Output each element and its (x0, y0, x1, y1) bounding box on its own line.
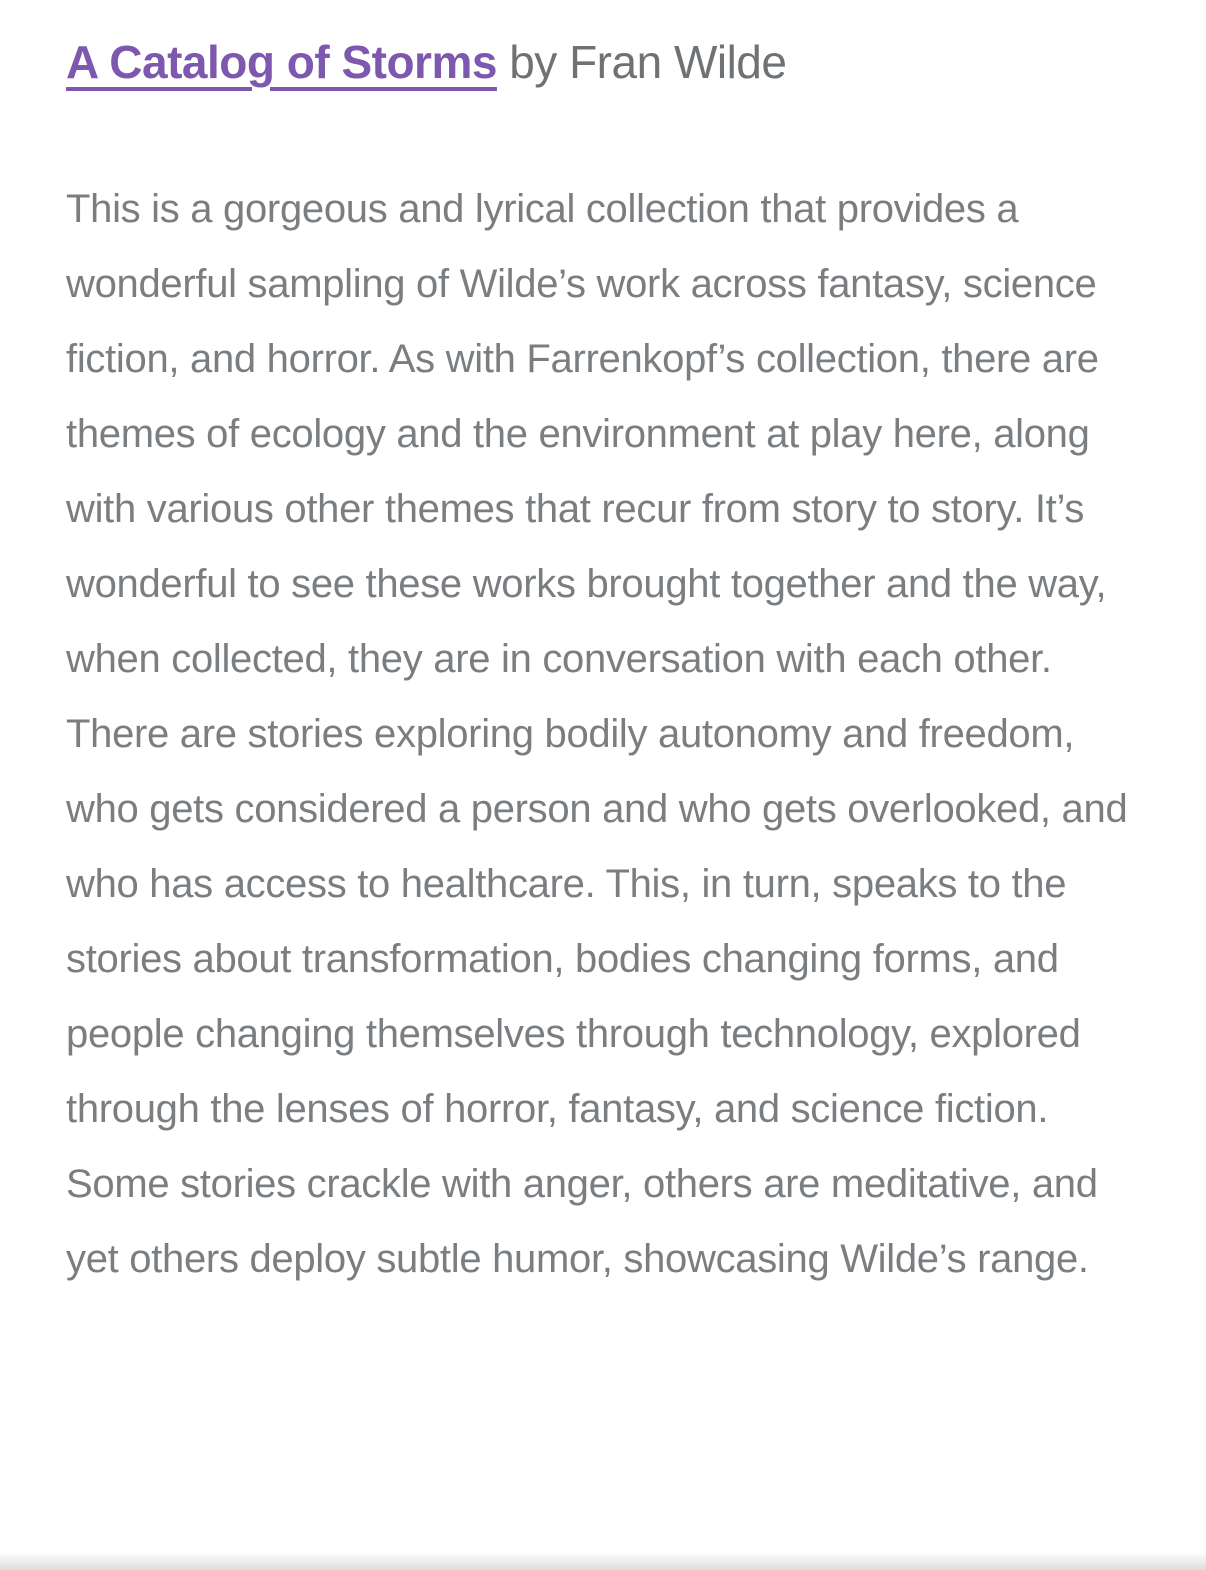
byline: by Fran Wilde (496, 36, 787, 88)
review-title (66, 34, 1142, 90)
book-title-link[interactable]: A Catalog of Storms (66, 36, 497, 88)
review-paragraph: This is a gorgeous and lyrical collection that provides a wonderful sampling of Wilde’s work across fantasy, science fiction, and horror. As with Farrenkopf’s collection, there are themes of ecology and the environment at play here, along with various other themes that recur from story to story. It’s wonderful to see these works brought together and the way, when collected, they are in conversation with each other. There are stories exploring bodily autonomy and freedom, who gets considered a person and who gets overlooked, and who has access to healthcare. This, in turn, speaks to the stories about transformation, bodies changing forms, and people changing themselves through technology, explored through the lenses of horror, fantasy, and science fiction. Some stories crackle with anger, others are meditative, and yet others deploy subtle humor, showcasing Wilde’s range. (66, 187, 1128, 1281)
bottom-fade-divider (0, 1552, 1206, 1570)
